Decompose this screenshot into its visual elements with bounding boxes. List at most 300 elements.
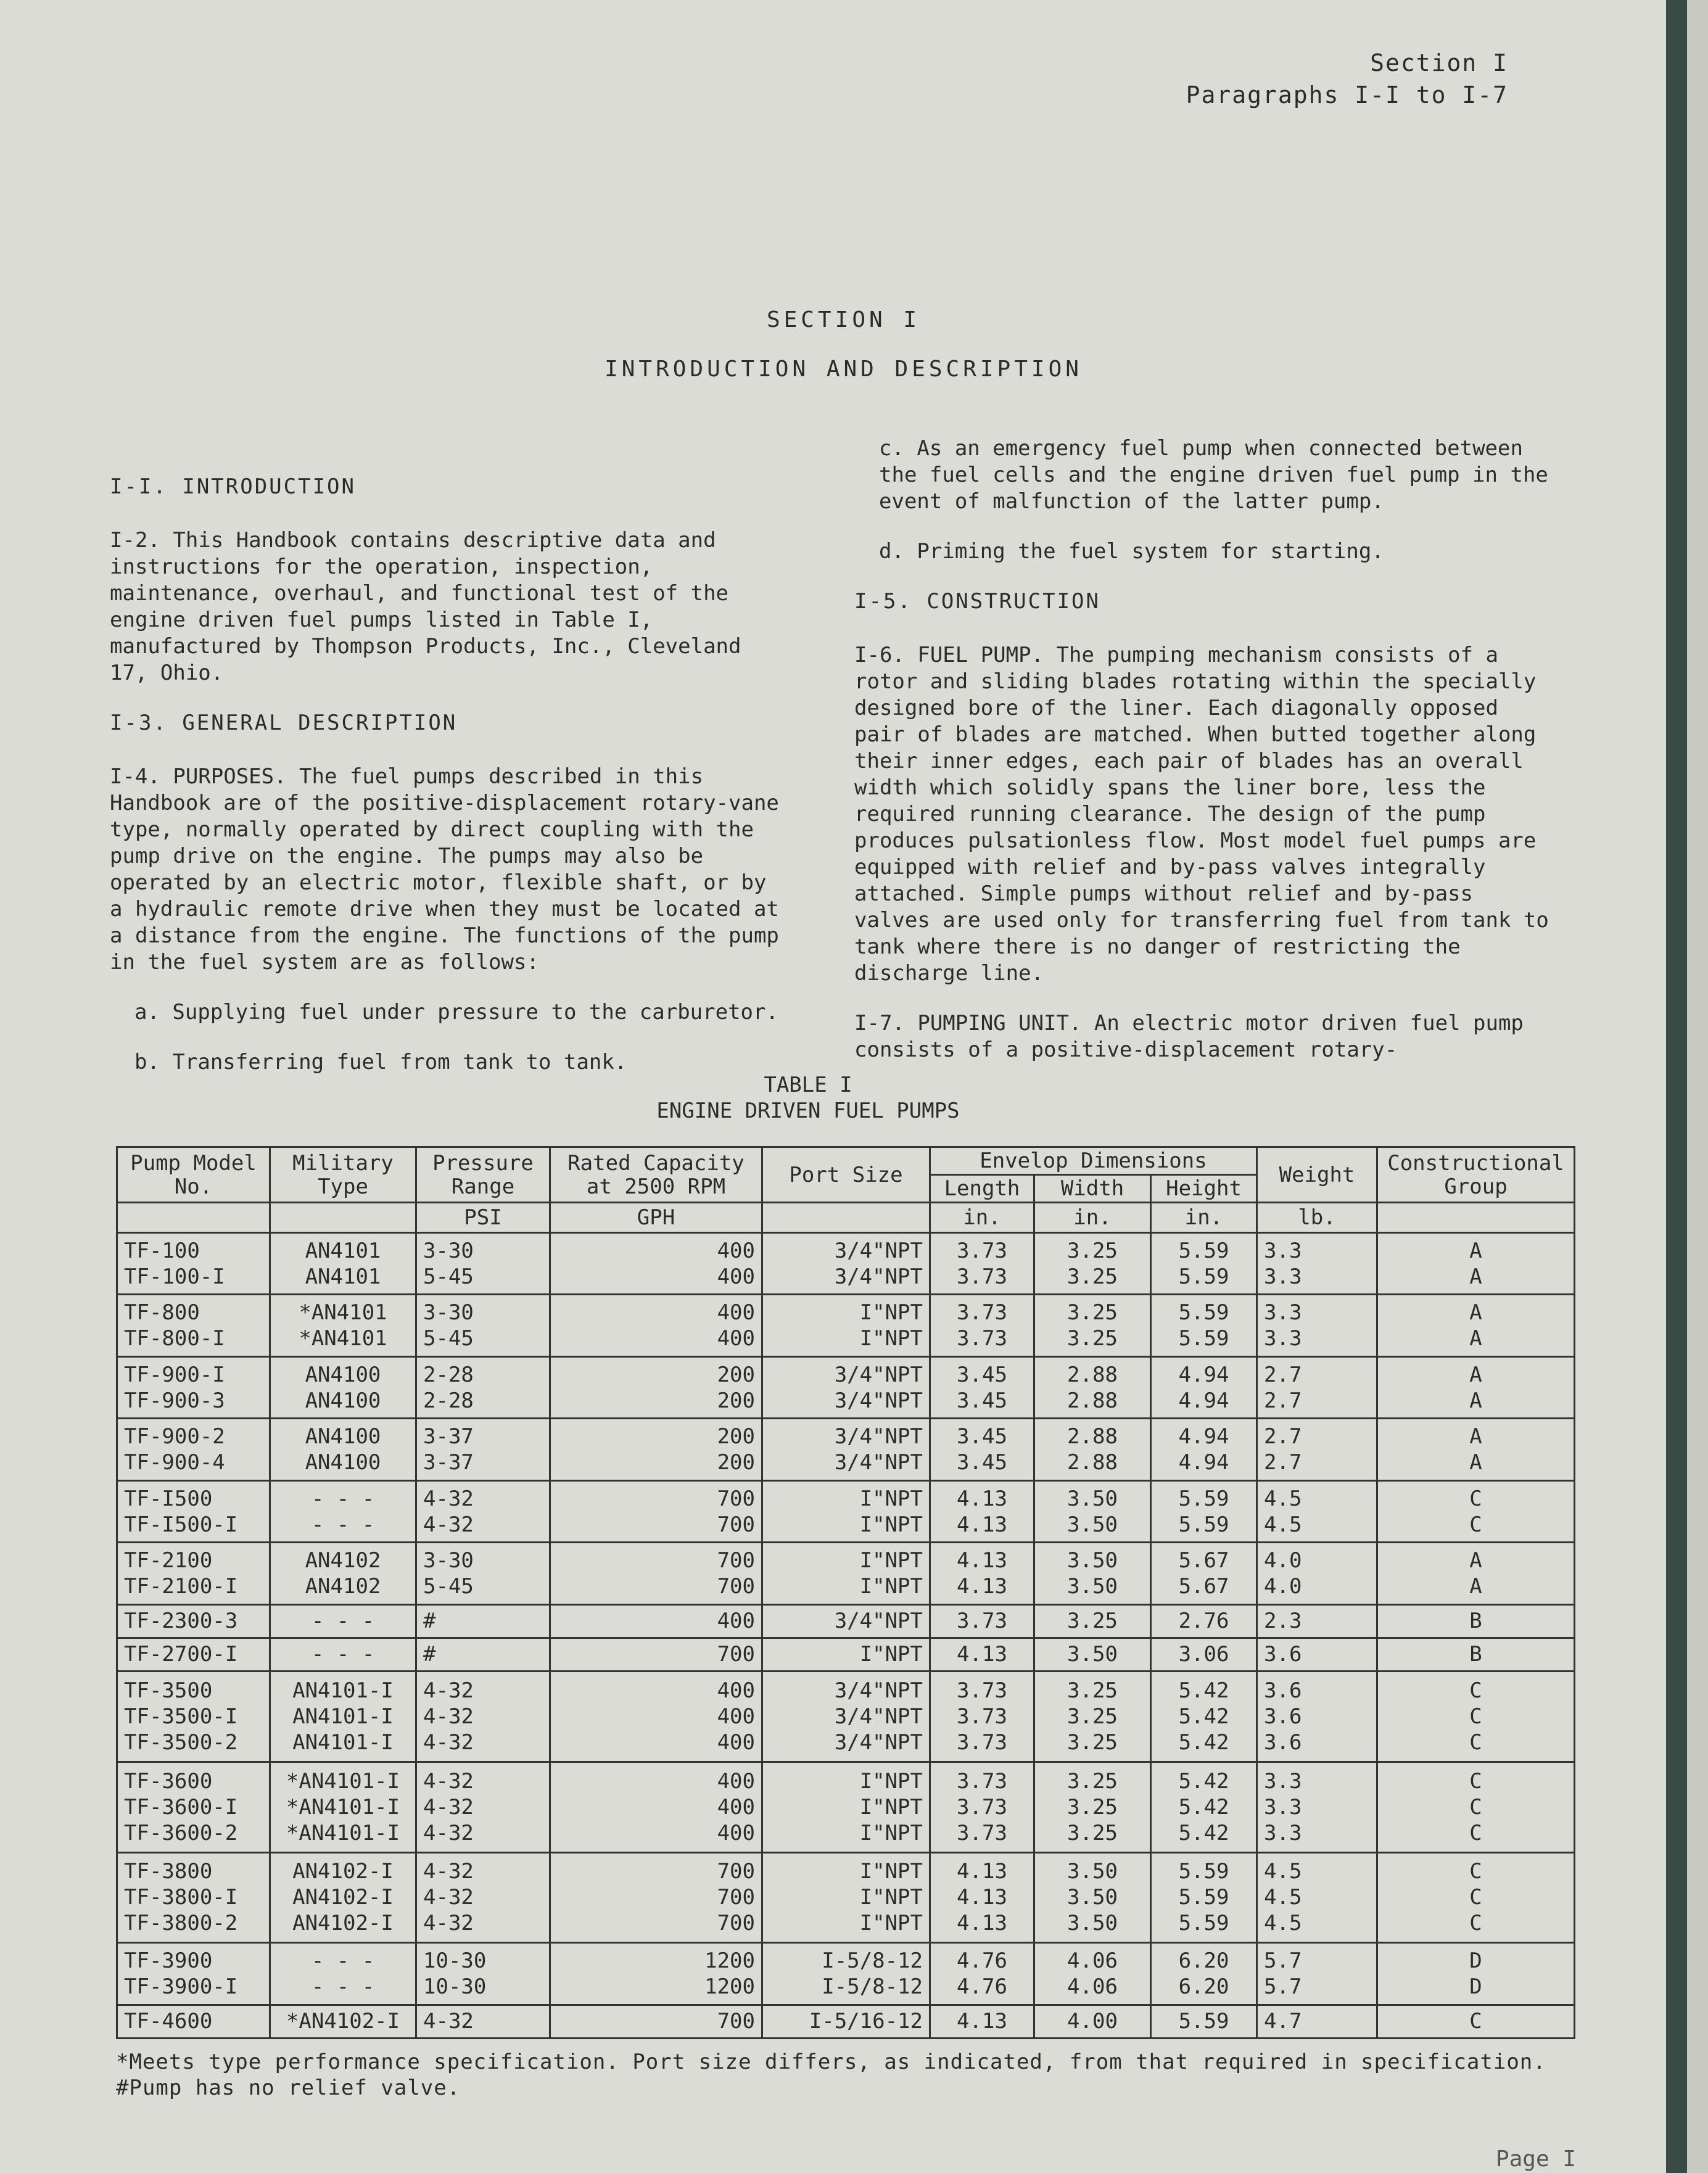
cell-line: TF-I500 [124,1486,213,1511]
cell-pressure-range [416,1419,550,1480]
cell-line: 3-30 [423,1238,474,1263]
cell-line: 5.59 [1178,1859,1229,1884]
cell-line: AN4102 [305,1548,381,1573]
cell-weight [1257,1604,1377,1638]
cell-line: 3/4"NPT [834,1264,923,1289]
cell-port-size [762,2005,930,2038]
cell-line: 10-30 [423,1948,487,1974]
cell-rated-capacity [550,1943,762,2005]
footnotes [116,2049,1546,2101]
cell-line: TF-3800 [124,1859,213,1884]
cell-line: C [1469,1678,1482,1703]
cell-constructional-group [1377,1852,1575,1943]
cell-line: 3.3 [1264,1326,1302,1351]
list-item-a: a. Supplying fuel under pressure to the carburetor. [134,1000,778,1025]
cell-weight [1257,1295,1377,1356]
cell-line: I"NPT [859,1768,923,1794]
cell-line: A [1469,1548,1482,1573]
cell-line: 3.45 [957,1424,1007,1449]
cell-line: 2.88 [1067,1450,1118,1475]
cell-line: 3.50 [1067,1885,1118,1910]
cell-line: 3.73 [957,1300,1007,1326]
cell-height [1151,1356,1257,1418]
cell-constructional-group [1377,1943,1575,2005]
cell-line: 3/4"NPT [834,1238,923,1263]
table-row-group [117,1671,1575,1762]
cell-height [1151,2005,1257,2038]
cell-line: C [1469,1730,1482,1755]
header-military-type: Military Type [270,1147,416,1203]
cell-line: 400 [717,1609,755,1634]
header-width: Width [1034,1175,1151,1203]
cell-pressure-range [416,1638,550,1671]
cell-line: 3.6 [1264,1678,1302,1703]
list-item-b: b. Transferring fuel from tank to tank. [134,1050,627,1074]
cell-line: 400 [717,1794,755,1820]
page-number: Page I [1495,2146,1576,2172]
cell-weight [1257,1480,1377,1542]
cell-port-size [762,1762,930,1852]
cell-military-type [270,1295,416,1356]
cell-line: 3/4"NPT [834,1730,923,1755]
cell-line: 3-37 [423,1450,474,1475]
section-number: SECTION I [766,307,921,332]
cell-line: I"NPT [859,1326,923,1351]
cell-constructional-group [1377,1638,1575,1671]
cell-line: I"NPT [859,1548,923,1573]
cell-line: 2.7 [1264,1424,1302,1449]
cell-line: C [1469,1911,1482,1936]
cell-line: 4-32 [423,2009,474,2034]
cell-line: 4.7 [1264,2009,1302,2034]
cell-line: - - - [311,1512,375,1537]
table-row-group [117,1233,1575,1295]
cell-line: 3.50 [1067,1512,1118,1537]
cell-rated-capacity [550,1671,762,1762]
cell-pump-model [117,1638,270,1671]
right-column [854,435,1551,1087]
cell-pressure-range [416,1480,550,1542]
cell-length [930,1638,1034,1671]
cell-line: 5.59 [1178,2009,1229,2034]
cell-pressure-range [416,1604,550,1638]
cell-height [1151,1762,1257,1852]
cell-line: - - - [311,1974,375,2000]
cell-line: TF-3500 [124,1678,213,1703]
unit-length: in. [930,1203,1034,1233]
table-body [117,1233,1575,2039]
unit-cell [1377,1203,1575,1233]
cell-line: 3.25 [1067,1820,1118,1845]
cell-line: 5.67 [1178,1573,1229,1599]
header-length: Length [930,1175,1034,1203]
cell-line: TF-3800-2 [124,1911,238,1936]
cell-width [1034,1480,1151,1542]
cell-line: 4-32 [423,1704,474,1729]
cell-line: 3.6 [1264,1730,1302,1755]
table-row-group [117,1604,1575,1638]
cell-line: TF-100-I [124,1264,225,1289]
cell-width [1034,1671,1151,1762]
cell-military-type [270,1356,416,1418]
cell-line: 5.59 [1178,1885,1229,1910]
cell-line: TF-800 [124,1300,200,1326]
cell-line: C [1469,1794,1482,1820]
unit-cell [762,1203,930,1233]
cell-line: 3.06 [1178,1642,1229,1667]
cell-line: 3.25 [1067,1768,1118,1794]
cell-line: 4.5 [1264,1859,1302,1884]
cell-pump-model [117,1604,270,1638]
cell-line: C [1469,1859,1482,1884]
cell-line: I"NPT [859,1300,923,1326]
cell-line: I"NPT [859,1512,923,1537]
cell-line: 400 [717,1730,755,1755]
cell-width [1034,1762,1151,1852]
cell-military-type [270,1604,416,1638]
footnote-hash: #Pump has no relief valve. [116,2076,461,2100]
cell-line: TF-3600-I [124,1794,238,1820]
cell-line: 3/4"NPT [834,1362,923,1387]
cell-line: 400 [717,1326,755,1351]
cell-line: 3/4"NPT [834,1388,923,1413]
cell-height [1151,1943,1257,2005]
cell-line: 2.3 [1264,1609,1302,1634]
cell-line: AN4102-I [292,1885,394,1910]
cell-line: 4.0 [1264,1548,1302,1573]
cell-port-size [762,1943,930,2005]
cell-line: A [1469,1573,1482,1599]
cell-line: 4.5 [1264,1512,1302,1537]
cell-line: 200 [717,1388,755,1413]
header-rated-capacity: Rated Capacity at 2500 RPM [550,1147,762,1203]
cell-pressure-range [416,1233,550,1295]
cell-line: 2-28 [423,1388,474,1413]
cell-line: A [1469,1424,1482,1449]
cell-length [930,1852,1034,1943]
cell-line: 200 [717,1450,755,1475]
cell-width [1034,1943,1151,2005]
cell-line: AN4101-I [292,1704,394,1729]
cell-line: TF-3900-I [124,1974,238,2000]
table-row-group [117,1543,1575,1604]
cell-line: 5-45 [423,1326,474,1351]
cell-line: 4-32 [423,1486,474,1511]
cell-line: AN4101-I [292,1678,394,1703]
cell-length [930,1943,1034,2005]
cell-line: 5.59 [1178,1238,1229,1263]
cell-constructional-group [1377,1480,1575,1542]
cell-line: TF-800-I [124,1326,225,1351]
cell-line: 4.0 [1264,1573,1302,1599]
cell-constructional-group [1377,1671,1575,1762]
cell-pressure-range [416,1295,550,1356]
cell-line: 4-32 [423,1512,474,1537]
cell-line: 200 [717,1424,755,1449]
cell-line: 700 [717,1911,755,1936]
cell-height [1151,1419,1257,1480]
cell-length [930,1356,1034,1418]
cell-line: TF-3900 [124,1948,213,1974]
cell-military-type [270,1852,416,1943]
cell-line: 700 [717,1642,755,1667]
cell-line: 4-32 [423,1885,474,1910]
cell-line: 3-30 [423,1548,474,1573]
cell-line: 3.3 [1264,1768,1302,1794]
unit-pressure: PSI [416,1203,550,1233]
cell-line: 700 [717,1486,755,1511]
table-row-group [117,1762,1575,1852]
cell-pump-model [117,1762,270,1852]
cell-line: 3.25 [1067,1264,1118,1289]
cell-constructional-group [1377,1295,1575,1356]
cell-line: D [1469,1948,1482,1974]
table-row-group [117,1852,1575,1943]
cell-pressure-range [416,1762,550,1852]
cell-rated-capacity [550,1604,762,1638]
cell-line: 2.88 [1067,1424,1118,1449]
cell-line: TF-2100-I [124,1573,238,1599]
cell-line: C [1469,1512,1482,1537]
cell-line: 5.59 [1178,1486,1229,1511]
cell-line: 4.06 [1067,1974,1118,2000]
cell-line: C [1469,1885,1482,1910]
cell-line: 3.25 [1067,1238,1118,1263]
cell-line: 4.13 [957,1486,1007,1511]
cell-line: C [1469,1486,1482,1511]
cell-length [930,1604,1034,1638]
cell-line: 3.3 [1264,1238,1302,1263]
cell-line: 4.94 [1178,1450,1229,1475]
unit-weight: lb. [1257,1203,1377,1233]
cell-line: 5.59 [1178,1911,1229,1936]
unit-cell [117,1203,270,1233]
cell-line: A [1469,1388,1482,1413]
cell-line: 4.94 [1178,1362,1229,1387]
cell-constructional-group [1377,1419,1575,1480]
header-paragraphs: Paragraphs I-I to I-7 [1186,81,1508,109]
cell-military-type [270,1638,416,1671]
cell-line: 3.6 [1264,1704,1302,1729]
cell-line: 4.94 [1178,1424,1229,1449]
cell-port-size [762,1671,930,1762]
cell-line: I"NPT [859,1885,923,1910]
cell-line: 700 [717,1573,755,1599]
header-pump-model: Pump Model No. [117,1147,270,1203]
cell-line: *AN4101 [299,1300,387,1326]
cell-line: A [1469,1362,1482,1387]
cell-line: TF-3500-I [124,1704,238,1729]
cell-line: 4-32 [423,1859,474,1884]
cell-line: 3-30 [423,1300,474,1326]
cell-weight [1257,1943,1377,2005]
cell-line: I"NPT [859,1794,923,1820]
cell-line: 3/4"NPT [834,1704,923,1729]
paragraph-1-7: I-7. PUMPING UNIT. An electric motor driven fuel pump consists of a positive-displacement rotary- [854,1011,1524,1062]
cell-line: 400 [717,1300,755,1326]
cell-constructional-group [1377,2005,1575,2038]
cell-rated-capacity [550,1419,762,1480]
cell-line: A [1469,1450,1482,1475]
cell-line: 4.94 [1178,1388,1229,1413]
cell-line: 3.25 [1067,1300,1118,1326]
cell-line: 400 [717,1678,755,1703]
cell-line: TF-900-2 [124,1424,225,1449]
cell-line: 3/4"NPT [834,1678,923,1703]
cell-line: 4.13 [957,1548,1007,1573]
cell-line: 3.50 [1067,1911,1118,1936]
list-item-d: d. Priming the fuel system for starting. [879,539,1384,564]
cell-port-size [762,1295,930,1356]
cell-rated-capacity [550,2005,762,2038]
running-header [1186,47,1508,111]
cell-line: TF-2100 [124,1548,213,1573]
cell-line: 3-37 [423,1424,474,1449]
cell-width [1034,1233,1151,1295]
cell-line: 5.42 [1178,1820,1229,1845]
cell-line: 3/4"NPT [834,1609,923,1634]
cell-line: 700 [717,2009,755,2034]
cell-line: 4.13 [957,1859,1007,1884]
cell-line: 4-32 [423,1768,474,1794]
cell-line: 5.7 [1264,1974,1302,2000]
cell-width [1034,1356,1151,1418]
cell-line: 4-32 [423,1911,474,1936]
unit-capacity: GPH [550,1203,762,1233]
cell-line: 3.73 [957,1768,1007,1794]
cell-line: # [423,1642,436,1667]
cell-pressure-range [416,1943,550,2005]
cell-line: 3/4"NPT [834,1450,923,1475]
cell-military-type [270,1543,416,1604]
cell-width [1034,1638,1151,1671]
cell-line: TF-3600 [124,1768,213,1794]
header-height: Height [1151,1175,1257,1203]
cell-rated-capacity [550,1356,762,1418]
cell-height [1151,1295,1257,1356]
cell-pump-model [117,2005,270,2038]
cell-line: 4-32 [423,1678,474,1703]
cell-line: AN4100 [305,1424,381,1449]
cell-line: 5.42 [1178,1730,1229,1755]
section-title: INTRODUCTION AND DESCRIPTION [604,357,1083,382]
cell-line: AN4101 [305,1264,381,1289]
cell-line: I"NPT [859,1911,923,1936]
cell-line: 400 [717,1264,755,1289]
cell-line: TF-2700-I [124,1642,238,1667]
cell-line: 4.5 [1264,1885,1302,1910]
cell-height [1151,1638,1257,1671]
cell-line: 6.20 [1178,1948,1229,1974]
cell-line: 400 [717,1768,755,1794]
cell-military-type [270,1419,416,1480]
cell-constructional-group [1377,1356,1575,1418]
cell-line: 4.13 [957,1573,1007,1599]
cell-pump-model [117,1480,270,1542]
cell-line: D [1469,1974,1482,2000]
cell-line: A [1469,1238,1482,1263]
table-row-group [117,2005,1575,2038]
cell-line: 5.67 [1178,1548,1229,1573]
cell-line: 3.73 [957,1678,1007,1703]
cell-line: 4.06 [1067,1948,1118,1974]
cell-port-size [762,1419,930,1480]
cell-line: I"NPT [859,1820,923,1845]
cell-pressure-range [416,1671,550,1762]
cell-line: 3.3 [1264,1264,1302,1289]
cell-line: 3.73 [957,1264,1007,1289]
cell-line: AN4100 [305,1388,381,1413]
cell-line: # [423,1609,436,1634]
paragraph-1-2: I-2. This Handbook contains descriptive data and instructions for the operation, inspection, maintenance, overhaul, and functional test of the engine driven fuel pumps listed in Table I, manufactured by Thompson Products, Inc., Cleveland 17, Ohio. [110,528,741,685]
table-title: ENGINE DRIVEN FUEL PUMPS [656,1099,960,1123]
left-column [110,474,782,1099]
cell-line: - - - [311,1948,375,1974]
cell-line: 3.73 [957,1820,1007,1845]
cell-line: *AN4102-I [286,2009,400,2034]
cell-line: - - - [311,1642,375,1667]
cell-height [1151,1671,1257,1762]
cell-rated-capacity [550,1233,762,1295]
cell-line: 2.88 [1067,1388,1118,1413]
cell-line: 5.59 [1178,1300,1229,1326]
cell-line: 4-32 [423,1820,474,1845]
footnote-star: *Meets type performance specification. Port size differs, as indicated, from that required in specification. [116,2050,1546,2074]
cell-line: 3.45 [957,1388,1007,1413]
cell-military-type [270,1480,416,1542]
cell-line: AN4100 [305,1362,381,1387]
cell-line: 5.42 [1178,1704,1229,1729]
cell-line: 3.25 [1067,1678,1118,1703]
cell-pressure-range [416,2005,550,2038]
cell-pump-model [117,1295,270,1356]
cell-line: 10-30 [423,1974,487,2000]
cell-line: TF-900-I [124,1362,225,1387]
cell-length [930,1233,1034,1295]
cell-line: 3.25 [1067,1794,1118,1820]
cell-line: C [1469,2009,1482,2034]
cell-length [930,2005,1034,2038]
cell-line: *AN4101-I [286,1768,400,1794]
cell-length [930,1543,1034,1604]
paragraph-1-6: I-6. FUEL PUMP. The pumping mechanism consists of a rotor and sliding blades rotating within the specially designed bore of the liner. Each diagonally opposed pair of blades are matched. When butted together along their inner edges, each pair of blades has an overall width which solidly spans the liner bore, less the required running clearance. The design of the pump produces pulsationless flow. Most model fuel pumps are equipped with relief and by-pass valves integrally attached. Simple pumps without relief and by-pass valves are used only for transferring fuel from tank to tank where there is no danger of restricting the discharge line. [854,643,1549,986]
cell-line: TF-3500-2 [124,1730,238,1755]
cell-line: C [1469,1768,1482,1794]
cell-line: AN4101-I [292,1730,394,1755]
cell-port-size [762,1233,930,1295]
cell-port-size [762,1543,930,1604]
heading-general-description: I-3. GENERAL DESCRIPTION [110,711,458,735]
cell-pump-model [117,1943,270,2005]
cell-width [1034,1604,1151,1638]
cell-pressure-range [416,1356,550,1418]
unit-width: in. [1034,1203,1151,1233]
cell-pressure-range [416,1543,550,1604]
header-port-size: Port Size [762,1147,930,1203]
cell-line: A [1469,1300,1482,1326]
cell-weight [1257,2005,1377,2038]
cell-line: 4.76 [957,1948,1007,1974]
cell-line: AN4100 [305,1450,381,1475]
cell-rated-capacity [550,1762,762,1852]
cell-weight [1257,1852,1377,1943]
cell-line: 3.6 [1264,1642,1302,1667]
cell-length [930,1671,1034,1762]
cell-length [930,1295,1034,1356]
cell-width [1034,1295,1151,1356]
cell-line: 4.76 [957,1974,1007,2000]
cell-line: 400 [717,1820,755,1845]
